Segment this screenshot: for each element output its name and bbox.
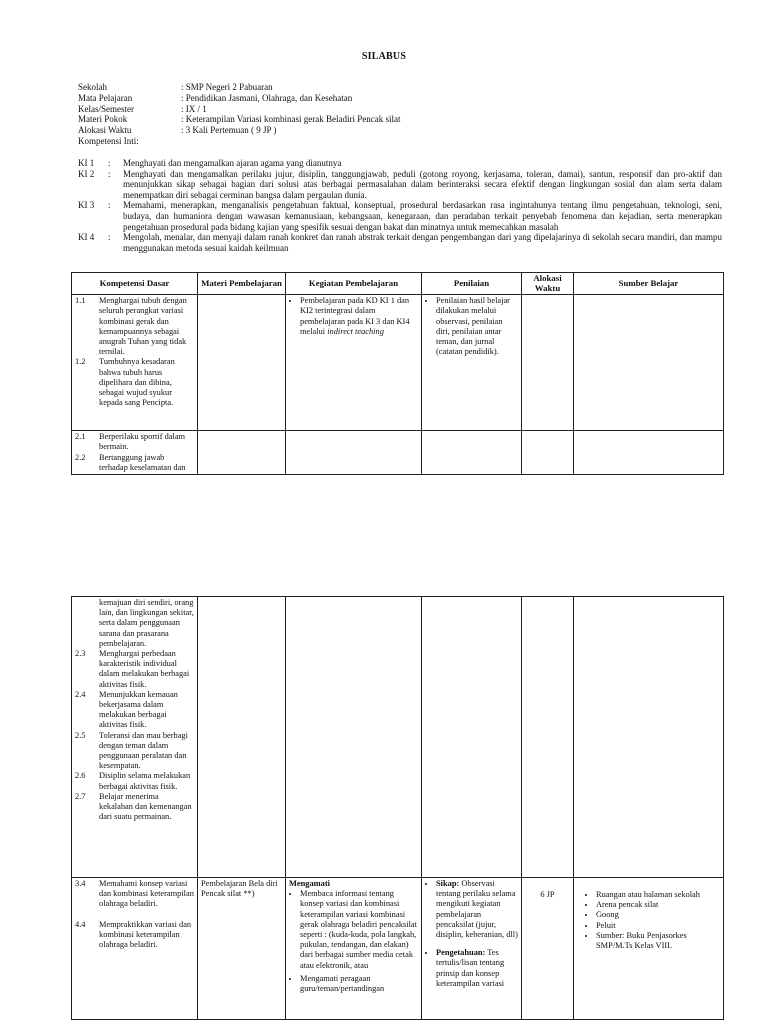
- kd-item: [75, 920, 194, 951]
- list-item: • Goong: [596, 910, 720, 920]
- kegiatan-cell: [286, 597, 422, 878]
- meta-value: : Keterampilan Variasi kombinasi gerak Beladiri Pencak silat: [181, 114, 401, 125]
- list-item: • Arena pencak silat: [596, 900, 720, 910]
- materi-cell: Pembelajaran Bela diri Pencak silat **): [198, 878, 286, 1020]
- kd-text: Bertanggung jawab terhadap keselamatan dan: [99, 452, 186, 472]
- list-item: [436, 879, 518, 940]
- kd-item: [75, 879, 194, 910]
- kd-item: [75, 649, 194, 690]
- ki-item: [78, 158, 722, 169]
- ki-text: Menghayati dan mengamalkan perilaku jujur, disiplin, tanggungjawab, peduli (gotong royong, kerjasama, toleran, damai), santun, responsif dan pro-aktif dan menunjukkan sikap sebagai bagian dari solusi atas berbagai permasalahan dalam berinteraksi secara efektif dengan lingkungan sosial dan alam serta dalam menempatkan diri sebagai cerminan bangsa dalam pergaulan dunia.: [123, 168, 722, 200]
- meta-label: Materi Pokok: [78, 114, 128, 125]
- meta-value: : IX / 1: [181, 103, 207, 114]
- kegiatan-heading: Mengamati: [289, 879, 330, 888]
- ki-text: Mengolah, menalar, dan menyaji dalam ranah konkret dan ranah abstrak terkait dengan pengembangan dari yang dipelajarinya di sekolah secara mandiri, dan mampu menggunakan metoda sesuai kaidah keilmuan: [123, 232, 722, 253]
- alokasi-cell: [522, 295, 574, 431]
- kd-number: 1.2: [75, 357, 86, 367]
- penilaian-text: Tes tertulis/lisan tentang prinsip dan konsep keterampilan variasi: [436, 948, 505, 988]
- sumber-cell: [574, 295, 724, 431]
- kd-text: Mempraktikkan variasi dan kombinasi keterampilan olahraga beladiri.: [99, 919, 192, 950]
- table-row: [72, 431, 724, 475]
- ki-colon: :: [108, 168, 111, 179]
- alokasi-cell: [522, 431, 574, 475]
- table-row: [72, 878, 724, 1020]
- alokasi-value: 6 JP: [540, 890, 555, 899]
- kegiatan-cell: [286, 295, 422, 431]
- header-sumber: Sumber Belajar: [574, 273, 724, 295]
- ki-item: [78, 200, 722, 232]
- ki-text: Menghayati dan mengamalkan ajaran agama yang dianutnya: [123, 158, 342, 168]
- identity-block: [78, 82, 401, 147]
- list-item: • Penilaian hasil belajar dilakukan melalui observasi, penilaian diri, penilaian antar teman, dan jurnal (catatan pendidik).: [436, 296, 518, 357]
- kd-text: Menghargai tubuh dengan seluruh perangkat variasi kombinasi gerak dan kemampuannya sebagai anugrah Tuhan yang tidak ternilai.: [99, 296, 187, 357]
- kompetensi-inti-list: [78, 158, 722, 253]
- ki-item: [78, 232, 722, 253]
- kd-number: 2.5: [75, 730, 86, 740]
- kd-item: [75, 792, 194, 823]
- list-item: • Peluit: [596, 921, 720, 931]
- header-penilaian: Penilaian: [422, 273, 522, 295]
- kd-text: Memahami konsep variasi dan kombinasi keterampilan olahraga beladiri.: [99, 879, 194, 909]
- kd-number: 3.4: [75, 879, 86, 888]
- kd-item: [75, 690, 194, 731]
- ki-colon: :: [108, 158, 111, 168]
- meta-label: Kompetensi Inti:: [78, 135, 139, 146]
- ki-colon: :: [108, 200, 111, 211]
- penilaian-label: Pengetahuan:: [436, 948, 486, 958]
- kd-number: 2.4: [75, 689, 86, 699]
- meta-label: Kelas/Semester: [78, 103, 134, 114]
- ki-code: KI 4: [78, 232, 95, 243]
- ki-code: KI 1: [78, 158, 95, 168]
- ki-code: KI 2: [78, 168, 95, 179]
- penilaian-text: Observasi tentang perilaku selama mengikuti kegiatan pembelajaran pencaksilat (jujur, disiplin, keberanian, dll): [436, 879, 518, 940]
- kd-cell: [72, 878, 198, 1020]
- list-item: • Membaca informasi tentang konsep variasi dan kombinasi keterampilan variasi kombinasi gerak olahraga beladiri pencaksilat seperti : (kuda-kuda, pola langkah, pukulan, tendangan, dan elakan) dari berbagai sumber media cetak atau elektronik, atau: [300, 889, 418, 971]
- sumber-cell: [574, 431, 724, 475]
- kd-item: [75, 771, 194, 791]
- list-item: [436, 948, 518, 989]
- kd-item: [75, 357, 194, 408]
- table-row: [72, 597, 724, 878]
- kd-text: Toleransi dan mau berbagi dengan teman dalam penggunaan peralatan dan kesempatan.: [99, 730, 188, 771]
- materi-cell: [198, 597, 286, 878]
- kd-number: 4.4: [75, 919, 86, 929]
- penilaian-cell: [422, 597, 522, 878]
- kd-number: 2.7: [75, 791, 86, 801]
- penilaian-cell: [422, 431, 522, 475]
- meta-label: Sekolah: [78, 82, 107, 92]
- ki-text: Memahami, menerapkan, menganalisis pengetahuan faktual, konseptual, prosedural berdasarkan rasa ingintahunya tentang ilmu pengetahuan, teknologi, seni, budaya, dan humaniora dengan wawasan kemanusiaan, kebangsaan, kenegaraan, dan peradaban terkait penyebab fenomena dan kejadian, serta menerapkan pengetahuan prosedural pada bidang kajian yang spesifik sesuai dengan bakat dan minatnya untuk memecahkan masalah: [123, 200, 722, 232]
- list-item: • Sumber: Buku Penjasorkes SMP/M.Ts Kelas VIII.: [596, 931, 720, 951]
- kd-number: 2.1: [75, 432, 86, 442]
- kd-cell: [72, 295, 198, 431]
- list-item: • Ruangan atau halaman sekolah: [596, 890, 720, 900]
- meta-value: : SMP Negeri 2 Pabuaran: [181, 82, 273, 92]
- alokasi-cell: [522, 878, 574, 1020]
- header-kompetensi-dasar: Kompetensi Dasar: [72, 273, 198, 295]
- header-materi: Materi Pembelajaran: [198, 273, 286, 295]
- list-item: • Mengamati peragaan guru/teman/pertandingan: [300, 974, 418, 994]
- kd-number: 2.6: [75, 771, 86, 781]
- kd-text: Menghargai perbedaan karakteristik individual dalam melakukan berbagai aktivitas fisik.: [99, 649, 190, 689]
- list-item: [300, 296, 418, 337]
- sumber-cell: [574, 597, 724, 878]
- kegiatan-cell: [286, 878, 422, 1020]
- syllabus-table-part-1: [71, 272, 724, 475]
- header-kegiatan: Kegiatan Pembelajaran: [286, 273, 422, 295]
- penilaian-cell: [422, 878, 522, 1020]
- spacer: [75, 910, 194, 920]
- penilaian-label: Sikap:: [436, 879, 460, 888]
- meta-label: Mata Pelajaran: [78, 92, 133, 103]
- kd-text: Tumbuhnya kesadaran bahwa tubuh harus dipelihara dan dibina, sebagai wujud syukur kepada sang Pencipta.: [99, 357, 175, 408]
- kd-text: Menunjukkan kemauan bekerjasama dalam melakukan berbagai aktivitas fisik.: [99, 689, 178, 730]
- kd-continued-text: kemajuan diri sendiri, orang lain, dan lingkungan sekitar, serta dalam penggunaan sarana dan prasarana pembelajaran.: [99, 598, 194, 648]
- kd-text: Berperilaku sportif dalam bermain.: [99, 432, 186, 452]
- ki-code: KI 3: [78, 200, 95, 211]
- kegiatan-italic-text: indirect teaching: [327, 326, 384, 336]
- kd-text: Belajar menerima kekalahan dan kemenangan dari suatu permainan.: [99, 791, 192, 822]
- kd-cell: [72, 431, 198, 475]
- kd-number: 2.2: [75, 452, 86, 462]
- syllabus-table-part-2: [71, 596, 724, 1020]
- materi-cell: [198, 295, 286, 431]
- meta-value: : Pendidikan Jasmani, Olahraga, dan Kesehatan: [181, 92, 353, 103]
- meta-value: : 3 Kali Pertemuan ( 9 JP ): [181, 125, 277, 136]
- kd-number: 1.1: [75, 296, 86, 306]
- kegiatan-cell: [286, 431, 422, 475]
- kegiatan-text: Pembelajaran pada KD KI 1 dan KI2 terintegrasi dalam pembelajaran pada KI 3 dan KI4 melalui: [300, 296, 410, 336]
- sumber-cell: [574, 878, 724, 1020]
- kd-cell: [72, 597, 198, 878]
- meta-label: Alokasi Waktu: [78, 125, 132, 136]
- materi-cell: [198, 431, 286, 475]
- ki-colon: :: [108, 232, 111, 243]
- kd-item: [75, 731, 194, 772]
- table-row: [72, 295, 724, 431]
- document-title: SILABUS: [361, 51, 407, 62]
- ki-item: [78, 169, 722, 201]
- header-alokasi: Alokasi Waktu: [522, 273, 574, 295]
- kd-item: [75, 432, 194, 452]
- penilaian-cell: [422, 295, 522, 431]
- kd-item: [75, 453, 194, 473]
- kd-number: 2.3: [75, 649, 86, 659]
- kd-item: [75, 296, 194, 357]
- kd-text: Disiplin selama melakukan berbagai aktivitas fisik.: [99, 771, 191, 791]
- alokasi-cell: [522, 597, 574, 878]
